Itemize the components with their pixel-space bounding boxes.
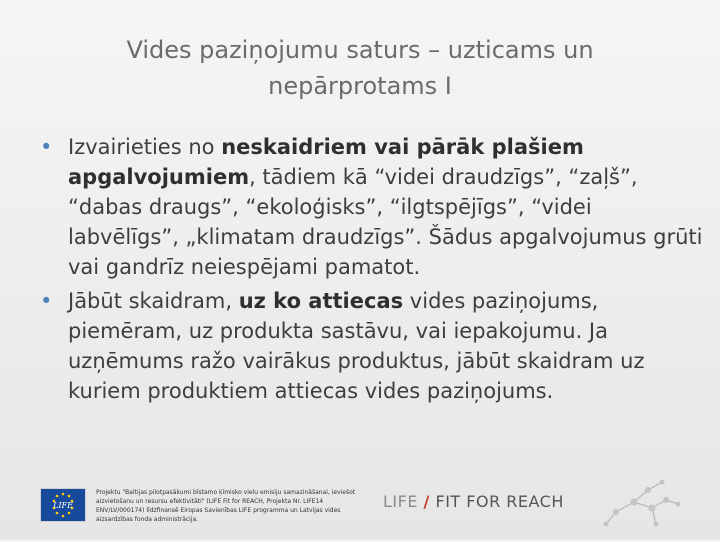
bullet-emphasis-1: neskaidriem vai pārāk plašiem apgalvojumiem <box>68 135 584 189</box>
footer <box>0 470 720 540</box>
bullet-list <box>40 132 705 410</box>
bullet-item-2: • Jābūt skaidram, uz ko attiecas vides paziņojums, piemēram, uz produkta sastāvu, vai iepakojumu. Ja uzņēmums ražo vairākus produktus, jābūt skaidram uz kuriem produktiem attiecas vides paziņojums. <box>40 286 705 406</box>
bullet-emphasis-2: uz ko attiecas <box>238 289 404 313</box>
funding-text: Projektu "Baltijas pilotpasākumi bīstamo ķīmisko vielu emisiju samazināšanai, ieviešot aizvietošanu un resursu efektivitāti" (LIFE Fit for REACH, Projekta Nr. LIFE14 ENV/LV/000174) līdzfinansē Eiropas Savienības LIFE programma un Latvijas vides aizsardzības fonda administrācija. <box>96 489 356 523</box>
svg-text:LIFE: LIFE <box>53 501 73 510</box>
life-fit-for-reach-logo: LIFE / FIT FOR REACH <box>383 492 564 511</box>
eu-flag-icon <box>40 488 86 522</box>
title-line-2: nepārprotams I <box>268 72 452 100</box>
molecule-icon <box>596 472 686 542</box>
bullet-item-1: • Izvairieties no neskaidriem vai pārāk plašiem apgalvojumiem, tādiem kā “videi draudzīgs”, “zaļš”, “dabas draugs”, “ekoloģisks”, “ilgtspējīgs”, “videi labvēlīgs”, „klimatam draudzīgs”. Šādus apgalvojumus grūti vai gandrīz neiespējami pamatot. <box>40 132 705 282</box>
slide-title <box>60 32 660 104</box>
title-line-1: Vides paziņojumu saturs – uzticams un <box>126 36 594 64</box>
